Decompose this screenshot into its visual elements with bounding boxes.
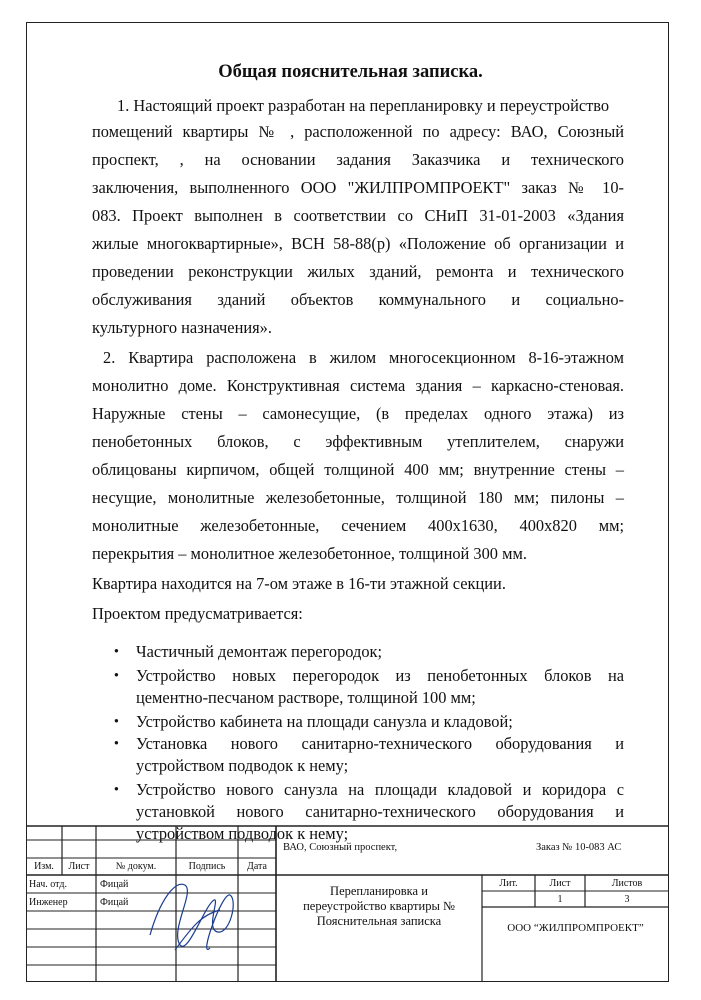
text-line: 083. Проект выполнен в соответствии со СНиП 31-01-2003 «Здания bbox=[92, 206, 624, 225]
text-line: заключения, выполненного ООО "ЖИЛПРОМПРОЕКТ" заказ № 10- bbox=[92, 178, 624, 197]
stamp-address: ВАО, Союзный проспект, bbox=[283, 842, 398, 853]
text-line: Квартира находится на 7-ом этаже в 16-ти этажной секции. bbox=[92, 574, 506, 593]
text-line: пенобетонных блоков, с эффективным утеплителем, снаружи bbox=[92, 432, 624, 451]
project-title-1: Перепланировка и bbox=[330, 884, 428, 898]
hdr-izm: Изм. bbox=[34, 861, 54, 872]
stamp-order: Заказ № 10-083 АС bbox=[536, 842, 622, 853]
bullet-icon: ● bbox=[114, 670, 119, 679]
document-title: Общая пояснительная записка. bbox=[218, 62, 483, 82]
hdr-list: Лист bbox=[68, 861, 90, 872]
text-line: Наружные стены – самонесущие, (в пределах одного этажа) из bbox=[92, 404, 624, 423]
hdr-doc: № докум. bbox=[115, 861, 157, 872]
bullet-icon: ● bbox=[114, 738, 119, 747]
paragraph-start-line: 2. Квартира расположена в жилом многосекционном 8-16-этажном bbox=[103, 348, 624, 367]
hdr-sign: Подпись bbox=[188, 861, 226, 872]
project-title-2: переустройство квартиры № bbox=[303, 899, 455, 913]
text-line: культурного назначения». bbox=[92, 318, 272, 337]
hdr-date: Дата bbox=[247, 861, 267, 872]
text-line: обслуживания зданий объектов коммунального и социально- bbox=[92, 290, 624, 309]
list-item-line: Частичный демонтаж перегородок; bbox=[136, 642, 383, 661]
project-title-3: Пояснительная записка bbox=[316, 914, 442, 928]
list-item-line: Устройство новых перегородок из пенобетонных блоков на bbox=[136, 666, 624, 685]
list-item-line: устройством подводок к нему; bbox=[136, 756, 349, 775]
list-item-line: Устройство кабинета на площади санузла и кладовой; bbox=[136, 712, 513, 731]
text-line: несущие, монолитные железобетонные, толщиной 180 мм; пилоны – bbox=[92, 488, 624, 507]
list-item-line: установкой нового санитарно-технического оборудования и bbox=[136, 802, 624, 821]
text-line: жилые многоквартирные», ВСН 58-88(р) «Положение об организации и bbox=[92, 234, 624, 253]
sheet-number: 1 bbox=[557, 894, 563, 905]
sheets-total: 3 bbox=[624, 894, 630, 905]
bullet-icon: ● bbox=[114, 646, 119, 655]
paragraph-start-line: 1. Настоящий проект разработан на перепланировку и переустройство bbox=[117, 96, 610, 115]
text-line: монолитно доме. Конструктивная система здания – каркасно-стеновая. bbox=[92, 376, 624, 395]
list-item-line: Устройство нового санузла на площади кладовой и коридора с bbox=[136, 780, 624, 799]
list-item-line: Установка нового санитарно-технического оборудования и bbox=[136, 734, 624, 753]
list-item-line: цементно-песчаном растворе, толщиной 100 мм; bbox=[136, 688, 476, 707]
signature bbox=[150, 884, 233, 950]
bullet-icon: ● bbox=[114, 716, 119, 725]
text-line: монолитные железобетонные, сечением 400x1630, 400x820 мм; bbox=[92, 516, 624, 535]
lit-label: Лит. bbox=[499, 878, 518, 889]
name-1: Фицай bbox=[100, 879, 129, 890]
name-2: Фицай bbox=[100, 897, 129, 908]
text-line: облицованы кирпичом, общей толщиной 400 мм; внутренние стены – bbox=[92, 460, 624, 479]
list-item-line: устройством подводок к нему; bbox=[136, 824, 349, 843]
text-line: Проектом предусматривается: bbox=[92, 604, 303, 623]
role-2: Инженер bbox=[29, 897, 68, 908]
company-name: ООО “ЖИЛПРОМПРОЕКТ” bbox=[507, 922, 644, 934]
listov-label: Листов bbox=[611, 878, 643, 889]
list-label: Лист bbox=[549, 878, 571, 889]
text-line: проведении реконструкции жилых зданий, ремонта и технического bbox=[92, 262, 624, 281]
bullet-icon: ● bbox=[114, 784, 119, 793]
role-1: Нач. отд. bbox=[29, 879, 67, 890]
text-line: перекрытия – монолитное железобетонное, толщиной 300 мм. bbox=[92, 544, 527, 563]
text-line: проспект, , на основании задания Заказчика и технического bbox=[92, 150, 624, 169]
text-line: помещений квартиры № , расположенной по адресу: ВАО, Союзный bbox=[92, 122, 624, 141]
